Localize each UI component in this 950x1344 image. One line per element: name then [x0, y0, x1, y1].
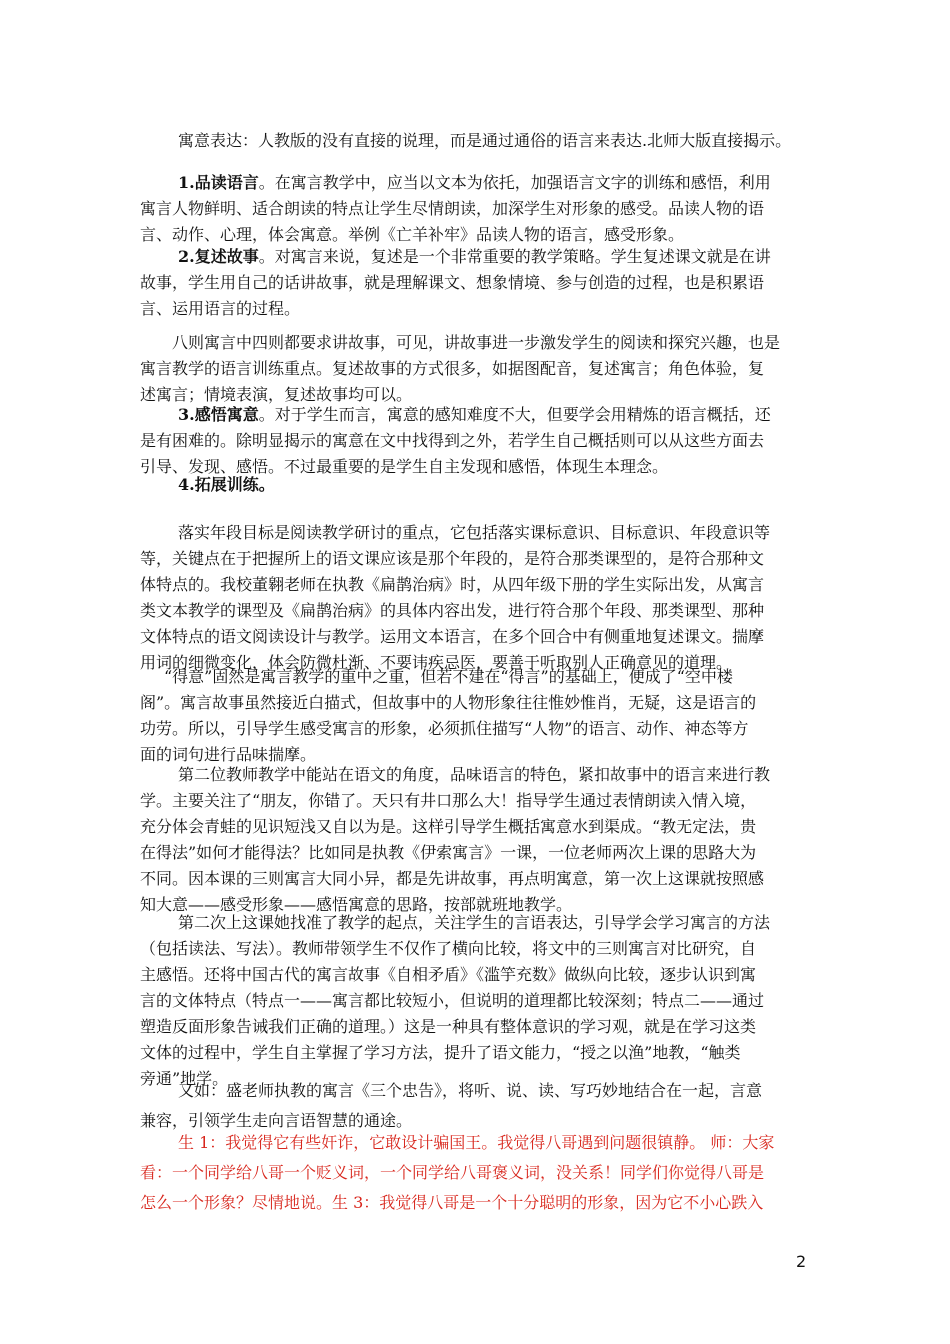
- paragraph-second-teacher: [140, 762, 808, 918]
- text-line: 文体特点的语文阅读设计与教学。运用文本语言，在多个回合中有侧重地复述课文。揣摩: [140, 627, 765, 646]
- page-number: 2: [796, 1252, 807, 1271]
- section-heading: 1.品读语言: [178, 173, 259, 192]
- text-line: 言、运用语言的过程。: [140, 299, 301, 318]
- text-line: 功劳。所以，引导学生感受寓言的形象，必须抓住描写“人物”的语言、动作、神态等方: [140, 719, 749, 738]
- text-line: 引导、发现、感悟。不过最重要的是学生自主发现和感悟，体现生本理念。: [140, 457, 669, 476]
- text-line: 类文本教学的课型及《扁鹊治病》的具体内容出发，进行符合那个年段、那类课型、那种: [140, 601, 765, 620]
- text-line: 寓意表达：人教版的没有直接的说理，而是通过通俗的语言来表达.北师大版直接揭示。: [178, 131, 792, 150]
- text-line: 旁通”地学。: [140, 1069, 229, 1088]
- paragraph-extend-training: [140, 472, 808, 498]
- paragraph-meaning-and-words: [140, 664, 808, 768]
- text-line: 述寓言；情境表演，复述故事均可以。: [140, 385, 413, 404]
- text-line: 兼容，引领学生走向言语智慧的通途。: [140, 1111, 413, 1130]
- text-line: 体特点的。我校董翱老师在执教《扁鹊治病》时，从四年级下册的学生实际出发，从寓言: [140, 575, 765, 594]
- text-line: 寓言教学的语言训练重点。复述故事的方式很多，如据图配音，复述寓言；角色体验，复: [140, 359, 765, 378]
- text-line: 在得法”如何才能得法？比如同是执教《伊索寓言》一课，一位老师两次上课的思路大为: [140, 843, 757, 862]
- text-line: 用词的细微变化，体会防微杜渐、不要讳疾忌医，要善于听取别人正确意见的道理。: [140, 653, 733, 672]
- text-line: 怎么一个形象？尽情地说。生 3：我觉得八哥是一个十分聪明的形象，因为它不小心跌入: [140, 1193, 764, 1212]
- text-line: 言、动作、心理，体会寓意。举例《亡羊补牢》品读人物的语言，感受形象。: [140, 225, 685, 244]
- text-line: 故事，学生用自己的话讲故事，就是理解课文、想象情境、参与创造的过程，也是积累语: [140, 273, 765, 292]
- text-line: [140, 472, 808, 498]
- text-line: 言的文体特点（特点一——寓言都比较短小，但说明的道理都比较深刻；特点二——通过: [140, 991, 765, 1010]
- text-line: 文体的过程中，学生自主掌握了学习方法，提升了语文能力，“授之以渔”地教，“触类: [140, 1043, 741, 1062]
- text-line: 看：一个同学给八哥一个贬义词，一个同学给八哥褒义词，没关系！同学们你觉得八哥是: [140, 1163, 765, 1182]
- text-line: 充分体会青蛙的见识短浅又自以为是。这样引导学生概括寓意水到渠成。“教无定法，贵: [140, 817, 757, 836]
- text-line: 主感悟。还将中国古代的寓言故事《自相矛盾》《滥竽充数》做纵向比较，逐步认识到寓: [140, 965, 757, 984]
- text-line: 寓言人物鲜明、适合朗读的特点让学生尽情朗读，加深学生对形象的感受。品读人物的语: [140, 199, 765, 218]
- text-line: 阁”。寓言故事虽然接近白描式，但故事中的人物形象往往惟妙惟肖，无疑，这是语言的: [140, 693, 757, 712]
- text-line: “得意”固然是寓言教学的重中之重，但若不建在“得言”的基础上，便成了“空中楼: [164, 667, 733, 686]
- text-line: 第二位教师教学中能站在语文的角度，品味语言的特色，紧扣故事中的语言来进行教: [178, 765, 771, 784]
- paragraph-retell-story: [140, 244, 808, 322]
- text-line: 3.感悟寓意。对于学生而言，寓意的感知难度不大，但要学会用精炼的语言概括，还: [178, 405, 771, 424]
- text-line: 八则寓言中四则都要求讲故事，可见，讲故事进一步激发学生的阅读和探究兴趣，也是: [172, 333, 781, 352]
- text-line: 2.复述故事。对寓言来说，复述是一个非常重要的教学策略。学生复述课文就是在讲: [178, 247, 771, 266]
- paragraph-classroom-dialogue: [140, 1128, 808, 1218]
- section-heading: 4.拓展训练。: [178, 475, 275, 494]
- text-line: 学。主要关注了“朋友，你错了。天只有井口那么大！指导学生通过表情朗读入情入境，: [140, 791, 757, 810]
- section-heading: 2.复述故事: [178, 247, 259, 266]
- text-line: 面的词句进行品味揣摩。: [140, 745, 317, 764]
- paragraph-read-language: [140, 170, 808, 248]
- paragraph-three-advices: [140, 1076, 808, 1136]
- text-line: 等，关键点在于把握所上的语文课应该是那个年段的，是符合那类课型的，是符合那种文: [140, 549, 765, 568]
- text-line: 知大意——感受形象——感悟寓意的思路，按部就班地教学。: [140, 895, 573, 914]
- text-line: 又如：盛老师执教的寓言《三个忠告》，将听、说、读、写巧妙地结合在一起，言意: [178, 1081, 763, 1100]
- paragraph-perceive-moral: [140, 402, 808, 480]
- paragraph-eight-fables: [140, 330, 808, 408]
- text-line: 1.品读语言。在寓言教学中，应当以文本为依托，加强语言文字的训练和感悟，利用: [178, 173, 771, 192]
- text-line: （包括读法、写法）。教师带领学生不仅作了横向比较，将文中的三则寓言对比研究，自: [140, 939, 757, 958]
- text-line: 第二次上这课她找准了教学的起点，关注学生的言语表达，引导学会学习寓言的方法: [178, 913, 771, 932]
- paragraph-moral-expression: [178, 128, 818, 154]
- paragraph-second-lesson: [140, 910, 808, 1092]
- section-heading: 3.感悟寓意: [178, 405, 259, 424]
- text-line: 生 1：我觉得它有些奸诈，它敢设计骗国王。我觉得八哥遇到问题很镇静。 师：大家: [178, 1133, 775, 1152]
- text-line: 不同。因本课的三则寓言大同小异，都是先讲故事，再点明寓意，第一次上这课就按照感: [140, 869, 765, 888]
- text-line: 是有困难的。除明显揭示的寓意在文中找得到之外，若学生自己概括则可以从这些方面去: [140, 431, 765, 450]
- paragraph-grade-goals: [140, 520, 808, 676]
- text-line: 落实年段目标是阅读教学研讨的重点，它包括落实课标意识、目标意识、年段意识等: [178, 523, 771, 542]
- text-line: 塑造反面形象告诫我们正确的道理。）这是一种具有整体意识的学习观，就是在学习这类: [140, 1017, 757, 1036]
